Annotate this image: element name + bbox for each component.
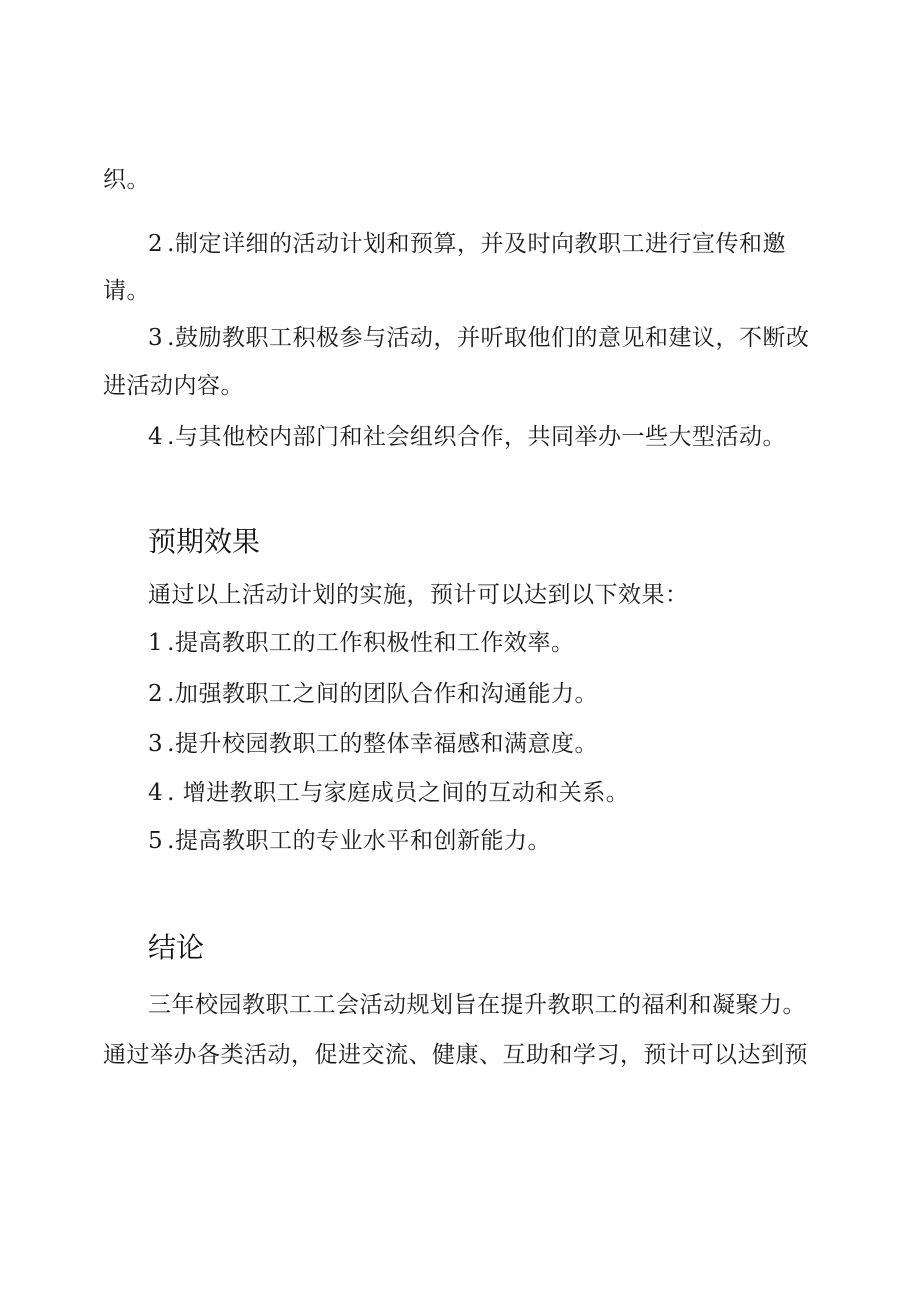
list-item-effect-1 bbox=[148, 628, 574, 658]
list-number: 4 bbox=[148, 780, 164, 806]
list-text: .与其他校内部门和社会组织合作，共同举办一些大型活动。 bbox=[167, 424, 786, 450]
list-text: .提升校园教职工的整体幸福感和满意度。 bbox=[167, 731, 598, 757]
list-item-plan-4 bbox=[148, 422, 786, 452]
list-number: 1 bbox=[148, 630, 164, 656]
conclusion-line-2: 通过举办各类活动，促进交流、健康、互助和学习，预计可以达到预 bbox=[103, 1042, 808, 1068]
heading-expected-effects: 预期效果 bbox=[148, 525, 261, 558]
list-number: 5 bbox=[148, 828, 164, 854]
list-item-plan-3-cont: 进活动内容。 bbox=[103, 373, 244, 399]
list-item-plan-2 bbox=[148, 229, 786, 259]
list-number: 3 bbox=[148, 731, 164, 757]
heading-conclusion: 结论 bbox=[148, 931, 205, 964]
list-text: . 增进教职工与家庭成员之间的互动和关系。 bbox=[167, 780, 630, 806]
list-item-plan-2-cont: 请。 bbox=[103, 278, 150, 304]
list-text: .提高教职工的专业水平和创新能力。 bbox=[167, 828, 551, 854]
list-item-effect-4 bbox=[148, 778, 629, 808]
conclusion-line-1: 三年校园教职工工会活动规划旨在提升教职工的福利和凝聚力。 bbox=[148, 992, 806, 1018]
list-item-effect-2 bbox=[148, 679, 598, 709]
list-number: 2 bbox=[148, 681, 164, 707]
list-text: .提高教职工的工作积极性和工作效率。 bbox=[167, 630, 575, 656]
list-number: 3 bbox=[148, 325, 164, 351]
list-item-effect-5 bbox=[148, 826, 551, 856]
list-text: .加强教职工之间的团队合作和沟通能力。 bbox=[167, 681, 598, 707]
list-text: .制定详细的活动计划和预算，并及时向教职工进行宣传和邀 bbox=[167, 231, 786, 257]
paragraph-tail: 织。 bbox=[103, 167, 150, 193]
list-item-plan-3 bbox=[148, 323, 809, 353]
list-number: 4 bbox=[148, 424, 164, 450]
effects-intro: 通过以上活动计划的实施，预计可以达到以下效果： bbox=[148, 582, 689, 608]
list-number: 2 bbox=[148, 231, 164, 257]
list-item-effect-3 bbox=[148, 729, 598, 759]
list-text: .鼓励教职工积极参与活动，并听取他们的意见和建议，不断改 bbox=[167, 325, 810, 351]
